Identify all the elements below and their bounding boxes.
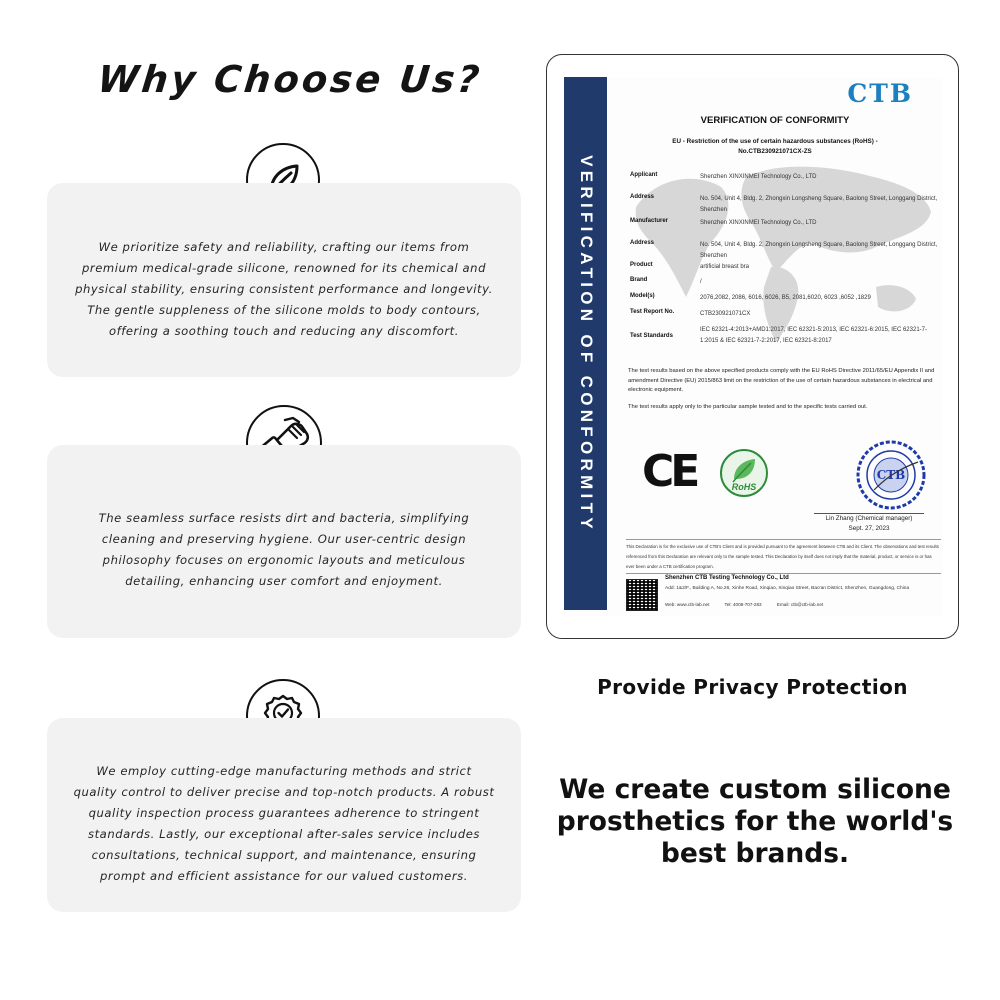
divider bbox=[626, 573, 941, 574]
field-value: No. 504, Unit 4, Bldg. 2, Zhongxin Longsheng Square, Baolong Street, Longgang District, Shenzhen bbox=[700, 196, 938, 213]
feature-text: We prioritize safety and reliability, crafting our items from premium medical-grade silicone, renowned for its chemical and physical stability, ensuring consistent performance and longevity. The gentle suppleness of the silicone molds to body contours, offering a soothing touch and reducing any discomfort. bbox=[75, 239, 493, 338]
certificate-title: VERIFICATION OF CONFORMITY bbox=[700, 115, 850, 126]
signature-line bbox=[814, 513, 924, 514]
lab-contacts bbox=[665, 602, 935, 607]
field-label: Manufacturer bbox=[630, 218, 669, 224]
certificate bbox=[564, 77, 943, 616]
privacy-caption: Provide Privacy Protection bbox=[597, 675, 908, 699]
page-heading: Why Choose Us? bbox=[95, 58, 485, 101]
field-label: Address bbox=[630, 194, 655, 200]
rohs-text: RoHS bbox=[731, 482, 757, 492]
rohs-logo bbox=[720, 449, 768, 497]
field-value: Shenzhen XINXINMEI Technology Co., LTD bbox=[700, 174, 817, 180]
feature-text: The seamless surface resists dirt and bacteria, simplifying cleaning and preserving hygiene. Our user-centric design philosophy focuses on ergonomic layouts and meticulous detailing, enhancing user comfort and enjoyment. bbox=[98, 510, 470, 588]
field-value: IEC 62321-4:2013+AMD1:2017, IEC 62321-5:2013, IEC 62321-6:2015, IEC 62321-7-1:2015 & IEC 62321-7-2:2017, IEC 62321-8:2017 bbox=[700, 327, 927, 344]
feature-card-quality bbox=[47, 718, 521, 912]
signed-date: Sept. 27, 2023 bbox=[848, 525, 890, 532]
signer-name: Lin Zhang (Chemical manager) bbox=[825, 515, 913, 522]
field-label: Applicant bbox=[630, 172, 658, 178]
field-value: Shenzhen XINXINMEI Technology Co., LTD bbox=[700, 220, 817, 226]
feature-card-safety bbox=[47, 183, 521, 377]
qr-code bbox=[626, 579, 658, 611]
lab-address: Add: 1&2/F., Building A, No.26, Xinhe Road, Xinqiao, Xinqiao Street, Bao'an District, Shenzhen, Guangdong, China bbox=[665, 586, 910, 591]
tagline: We create custom silicone prosthetics for the world's best brands. bbox=[556, 774, 954, 869]
field-label: Brand bbox=[630, 277, 648, 283]
field-label: Model(s) bbox=[630, 293, 655, 299]
result-text: The test results based on the above specified products comply with the EU RoHS Directive 2011/65/EU Appendix II and amendment Directive (EU) 2015/863 limit on the restriction of the use of certain hazardous substances in electrical and electronic equipment. bbox=[628, 368, 935, 393]
field-value: 2076,2082, 2086, 6016, 6026, B5, 2081,6020, 6023 ,6052 ,1829 bbox=[700, 295, 871, 301]
field-label: Address bbox=[630, 240, 655, 246]
divider bbox=[626, 539, 941, 540]
ctb-logo: CTB bbox=[847, 79, 913, 108]
certificate-number: No.CTB230921071CX-ZS bbox=[738, 148, 812, 155]
feature-card-hygiene bbox=[47, 445, 521, 638]
ce-mark: CE bbox=[642, 446, 697, 497]
lab-tel: Tel: 4008-707-283 bbox=[724, 602, 762, 607]
field-value: CTB230921071CX bbox=[700, 311, 751, 317]
field-value: / bbox=[700, 279, 702, 285]
field-label: Product bbox=[630, 262, 653, 268]
lab-name: Shenzhen CTB Testing Technology Co., Ltd bbox=[665, 575, 789, 581]
certificate-subtitle bbox=[624, 137, 926, 157]
lab-email: Email: ctb@ctb-lab.net bbox=[776, 602, 824, 607]
field-label: Test Report No. bbox=[630, 309, 675, 315]
field-label: Test Standards bbox=[630, 333, 673, 339]
disclaimer: This Declaration is for the exclusive use of CTB's Client and is provided pursuant to the agreement between CTB and its Client. The observations and test results referenced from this Declaration are relevant only to the sample tested. This Declaration by itself does not imply that the material, product, or service is or has ever been under a CTB certification program. bbox=[626, 544, 939, 569]
sample-note: The test results apply only to the particular sample tested and to the specific tests carried out. bbox=[628, 404, 868, 410]
certificate-frame bbox=[546, 54, 959, 639]
lab-web: Web: www.ctb-lab.net bbox=[665, 602, 710, 607]
subtitle-line: EU - Restriction of the use of certain hazardous substances (RoHS) - bbox=[672, 138, 878, 145]
field-value: artificial breast bra bbox=[700, 264, 750, 270]
seal-text: CTB bbox=[876, 468, 906, 482]
feature-text: We employ cutting-edge manufacturing methods and strict quality control to deliver precise and top-notch products. A robust quality inspection process guarantees adherence to stringent standards. Lastly, our exceptional after-sales service includes consultations, technical support, and maintenance, ensuring prompt and efficient assistance for our valued customers. bbox=[73, 764, 495, 883]
testing-seal-icon bbox=[856, 440, 926, 510]
field-value: No. 504, Unit 4, Bldg. 2, Zhongxin Longsheng Square, Baolong Street, Longgang District, Shenzhen bbox=[700, 242, 938, 259]
certificate-side-band bbox=[564, 77, 607, 610]
side-band-text: VERIFICATION OF CONFORMITY bbox=[576, 154, 596, 533]
